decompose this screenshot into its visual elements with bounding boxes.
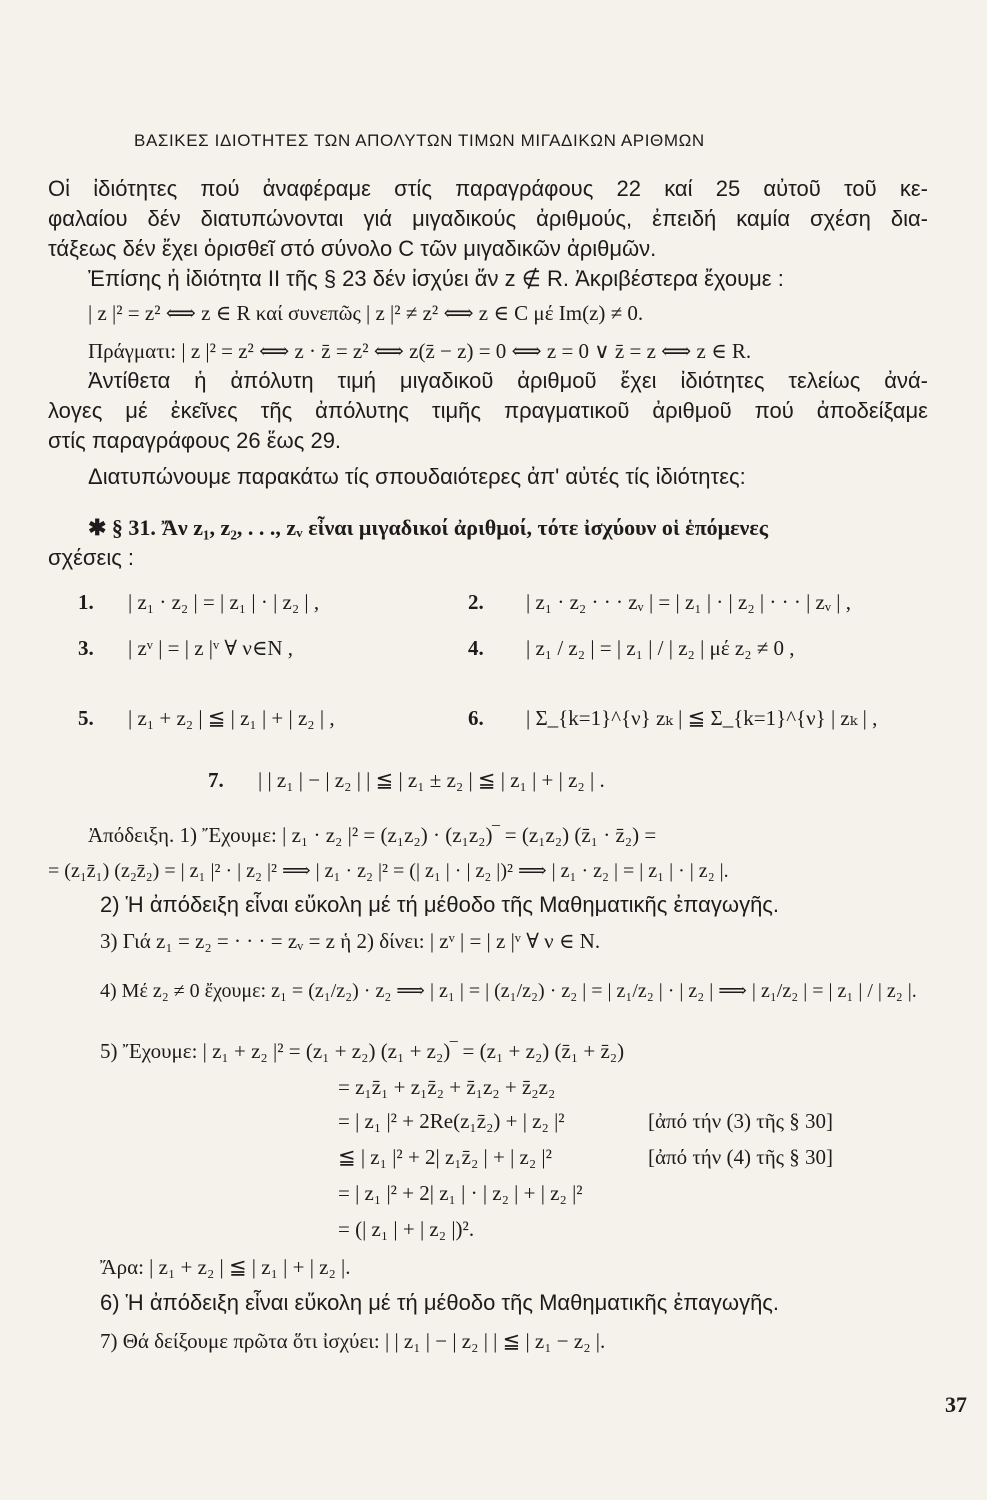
property-5-formula: | z₁ + z₂ | ≦ | z₁ | + | z₂ | , [128,706,335,730]
intro-line-5: | z |² = z² ⟺ z ∈ R καί συνεπῶς | z |² ≠ z² ⟺ z ∈ C μέ Im(z) ≠ 0. [88,301,644,325]
property-6-formula: | Σ_{k=1}^{ν} zₖ | ≦ Σ_{k=1}^{ν} | zₖ | , [526,706,878,730]
intro-line-2: φαλαίου δέν διατυπώνονται γιά μιγαδικούς ἀριθμούς, ἐπειδή καμία σχέση δια- [48,206,928,231]
intro-line-8: λογες μέ ἐκεῖνες τῆς ἀπόλυτης τιμῆς πραγματικοῦ ἀριθμοῦ πού ἀποδείξαμε [48,398,928,423]
proof-note-3: [ἀπό τήν (3) τῆς § 30] [648,1109,833,1133]
page-heading: ΒΑΣΙΚΕΣ ΙΔΙΟΤΗΤΕΣ ΤΩΝ ΑΠΟΛΥΤΩΝ ΤΙΜΩΝ ΜΙΓΑΔΙΚΩΝ ΑΡΙΘΜΩΝ [134,131,705,150]
theorem-line-2: σχέσεις : [48,545,135,570]
property-7-formula: | | z₁ | − | z₂ | | ≦ | z₁ ± z₂ | ≦ | z₁ | + | z₂ | . [258,768,605,792]
intro-line-10: Διατυπώνουμε παρακάτω τίς σπουδαιότερες ἀπ' αὐτές τίς ἰδιότητες: [88,464,746,489]
property-6-number: 6. [468,706,484,730]
intro-line-4: Ἐπίσης ἡ ἰδιότητα II τῆς § 23 δέν ἰσχύει ἄν z ∉ R. Ἀκριβέστερα ἔχουμε : [88,266,784,291]
proof-line-7: = z₁z̄₁ + z₁z̄₂ + z̄₁z₂ + z̄₂z₂ [338,1075,556,1099]
property-4-formula: | z₁ / z₂ | = | z₁ | / | z₂ | μέ z₂ ≠ 0 , [526,636,795,660]
property-1-number: 1. [78,590,94,614]
property-3-formula: | zᵛ | = | z |ᵛ ∀ ν∈N , [128,636,294,660]
property-7-number: 7. [208,768,224,792]
proof-note-4: [ἀπό τήν (4) τῆς § 30] [648,1145,833,1169]
property-2-number: 2. [468,590,484,614]
proof-line-13: 6) Ἡ ἀπόδειξη εἶναι εὔκολη μέ τή μέθοδο τῆς Μαθηματικῆς ἐπαγωγῆς. [100,1290,780,1315]
property-1-formula: | z₁ · z₂ | = | z₁ | · | z₂ | , [128,590,320,614]
proof-line-2: = (z₁z̄₁) (z₂z̄₂) = | z₁ |² · | z₂ |² ⟹ | z₁ · z₂ |² = (| z₁ | · | z₂ |)² ⟹ | z₁ · z₂ | = | z₁ | · | z₂ |. [48,860,729,882]
property-2-formula: | z₁ · z₂ · · · zᵥ | = | z₁ | · | z₂ | · · · | zᵥ | , [526,590,851,614]
intro-line-6: Πράγματι: | z |² = z² ⟺ z · z̄ = z² ⟺ z(z̄ − z) = 0 ⟺ z = 0 ∨ z̄ = z ⟺ z ∈ R. [88,339,752,363]
proof-line-14: 7) Θά δείξουμε πρῶτα ὅτι ἰσχύει: | | z₁ | − | z₂ | | ≦ | z₁ − z₂ |. [100,1329,606,1353]
page-number: 37 [945,1392,967,1417]
page [48,0,928,1500]
proof-line-10: = | z₁ |² + 2| z₁ | · | z₂ | + | z₂ |² [338,1181,583,1205]
intro-line-3: τάξεως δέν ἔχει ὁρισθεῖ στό σύνολο C τῶν μιγαδικῶν ἀριθμῶν. [48,236,657,261]
intro-line-7: Ἀντίθετα ἡ ἀπόλυτη τιμή μιγαδικοῦ ἀριθμοῦ ἔχει ἰδιότητες τελείως ἀνά- [88,368,928,393]
property-5-number: 5. [78,706,94,730]
proof-line-6: 5) Ἔχουμε: | z₁ + z₂ |² = (z₁ + z₂) (z₁ + z₂)‾ = (z₁ + z₂) (z̄₁ + z̄₂) [100,1039,625,1063]
theorem-line-1: ✱ § 31. Ἄν z₁, z₂, . . ., zᵥ εἶναι μιγαδικοί ἀριθμοί, τότε ἰσχύουν οἱ ἑπόμενες [88,515,769,540]
proof-line-3: 2) Ἡ ἀπόδειξη εἶναι εὔκολη μέ τή μέθοδο τῆς Μαθηματικῆς ἐπαγωγῆς. [100,892,780,917]
proof-line-9: ≦ | z₁ |² + 2| z₁z̄₂ | + | z₂ |² [338,1145,552,1169]
proof-line-4: 3) Γιά z₁ = z₂ = · · · = zᵥ = z ἡ 2) δίνει: | zᵛ | = | z |ᵛ ∀ ν ∈ N. [100,929,601,953]
intro-line-1: Οἱ ἰδιότητες πού ἀναφέραμε στίς παραγράφους 22 καί 25 αὐτοῦ τοῦ κε- [48,176,928,201]
property-3-number: 3. [78,636,94,660]
proof-line-1: Ἀπόδειξη. 1) Ἔχουμε: | z₁ · z₂ |² = (z₁z₂) · (z₁z₂)‾ = (z₁z₂) (z̄₁ · z̄₂) = [88,823,657,847]
proof-line-12: Ἄρα: | z₁ + z₂ | ≦ | z₁ | + | z₂ |. [100,1255,351,1279]
property-4-number: 4. [468,636,484,660]
intro-line-9: στίς παραγράφους 26 ἕως 29. [48,428,342,453]
proof-line-5: 4) Μέ z₂ ≠ 0 ἔχουμε: z₁ = (z₁/z₂) · z₂ ⟹ | z₁ | = | (z₁/z₂) · z₂ | = | z₁/z₂ | · | z₂ | ⟹ | z₁/z₂ | = | z₁ | / | z₂ |. [100,980,917,1002]
proof-line-8: = | z₁ |² + 2Re(z₁z̄₂) + | z₂ |² [338,1109,565,1133]
proof-line-11: = (| z₁ | + | z₂ |)². [338,1217,475,1241]
